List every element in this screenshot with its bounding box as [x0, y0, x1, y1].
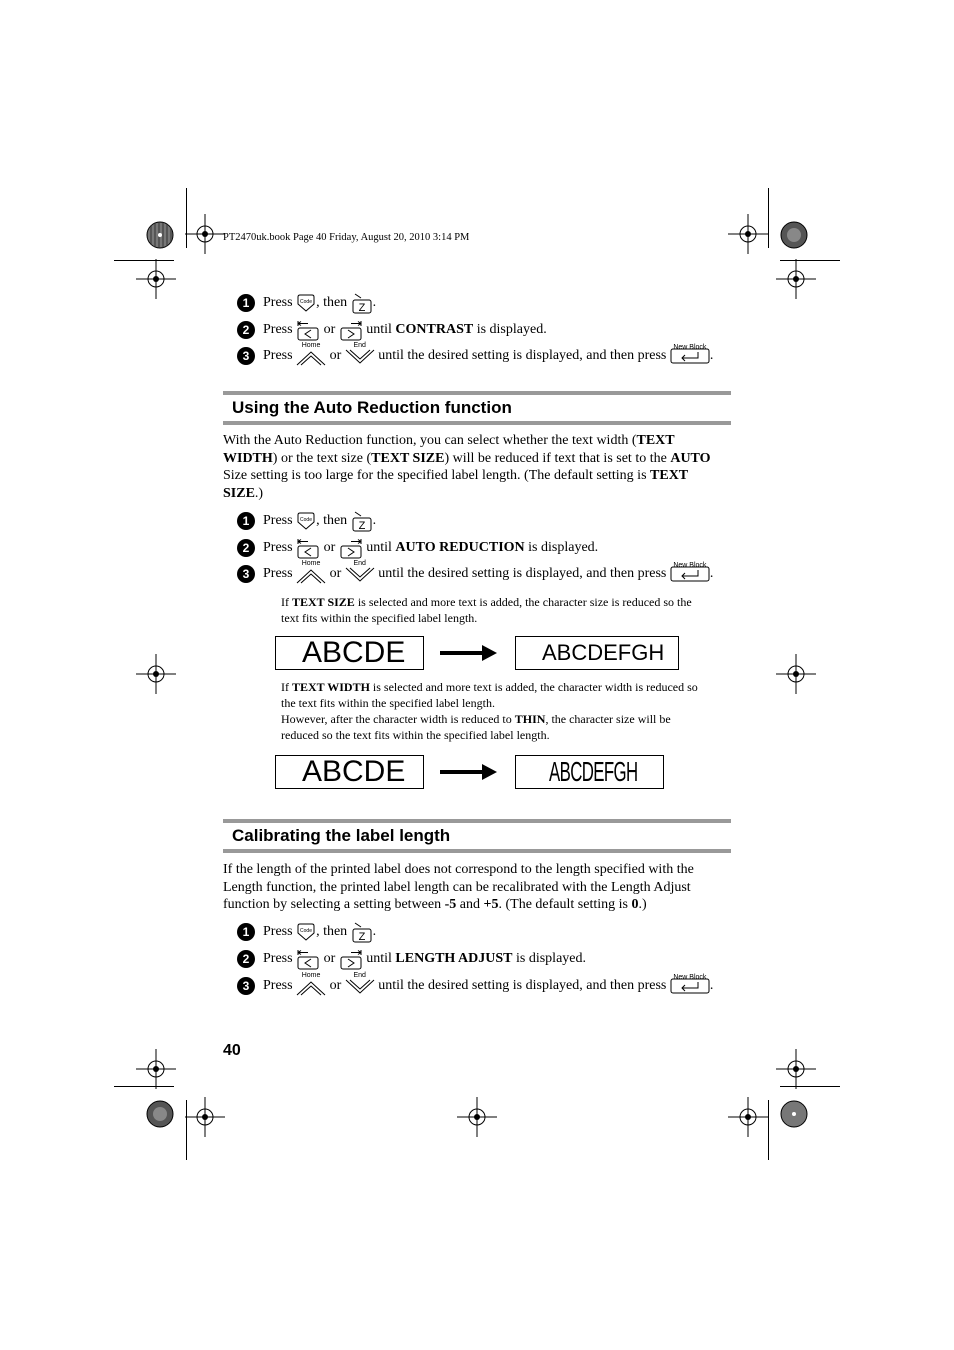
text-run: .) — [254, 485, 264, 501]
color-wheel-icon — [146, 1100, 174, 1128]
svg-text:Code: Code — [300, 928, 313, 934]
step-number: 1 — [237, 294, 255, 312]
registration-target-icon — [136, 259, 176, 299]
step-2: 2 Press or until AUTO REDUCTION is displayed. — [237, 537, 598, 559]
setting-name: CONTRAST — [395, 322, 474, 337]
step-2: 2 Press or until CONTRAST is displayed. — [237, 319, 547, 341]
registration-target-icon — [728, 214, 768, 254]
down-key-icon: End — [345, 346, 375, 366]
step-3: 3 Press Home or End until the desired setting is displayed, and then press New Block . — [237, 346, 713, 366]
down-key-icon: End — [345, 976, 375, 996]
down-key-icon: End — [345, 564, 375, 584]
z-key-icon — [351, 510, 373, 532]
text-run: Size setting is too large for the specified label length. (The default setting is — [223, 468, 651, 484]
bold-term: AUTO — [670, 450, 711, 466]
setting-name: AUTO REDUCTION — [395, 540, 525, 555]
arrow-right-icon — [440, 762, 498, 782]
new-block-enter-key-icon: New Block — [670, 566, 710, 582]
up-key-icon: Home — [296, 976, 326, 996]
registration-target-icon — [136, 654, 176, 694]
z-key-icon — [351, 921, 373, 943]
text-size-note: If TEXT SIZE is selected and more text is added, the character size is reduced so the text fits within the specified label length. — [281, 595, 692, 625]
step-1: 1 Press Code , then Z . — [237, 510, 376, 532]
code-key-icon — [296, 923, 316, 941]
step-number: 3 — [237, 347, 255, 365]
svg-text:Code: Code — [300, 517, 313, 523]
print-header-note: PT2470uk.book Page 40 Friday, August 20, 2010 3:14 PM — [223, 232, 470, 243]
step-3: 3 Press Home or End until the desired setting is displayed, and then press New Block . — [237, 564, 713, 584]
svg-text:Z: Z — [358, 931, 366, 943]
example-label-after-text-width: ABCDEFGH — [515, 755, 664, 789]
up-key-icon: Home — [296, 564, 326, 584]
bold-term: TEXT SIZE — [223, 468, 688, 501]
step-number: 2 — [237, 539, 255, 557]
svg-text:Z: Z — [358, 302, 366, 314]
section-heading-calibrating-label-length: Calibrating the label length — [223, 819, 731, 853]
new-block-enter-key-icon: New Block — [670, 348, 710, 364]
example-label-before: ABCDE — [275, 636, 424, 670]
color-wheel-icon — [780, 1100, 808, 1128]
arrow-right-icon — [440, 643, 498, 663]
step-number: 1 — [237, 923, 255, 941]
color-wheel-icon — [780, 221, 808, 249]
registration-target-icon — [185, 1097, 225, 1137]
text-run: With the Auto Reduction function, you can select whether the text width ( — [223, 433, 637, 448]
step-1: 1 Press Code , then Z . — [237, 292, 376, 314]
step-number: 1 — [237, 512, 255, 530]
code-key-icon — [296, 512, 316, 530]
step-number: 3 — [237, 565, 255, 583]
step-number: 2 — [237, 321, 255, 339]
text-width-note: If TEXT WIDTH is selected and more text is added, the character width is reduced so the text fits within the specified label length. However, after the character width is reduced to THIN, the character size will be reduced so the text fits within the specified label length. — [281, 680, 698, 742]
auto-reduction-intro — [223, 432, 731, 502]
setting-name: LENGTH ADJUST — [395, 951, 513, 966]
step-1: 1 Press Code , then Z . — [237, 921, 376, 943]
step-number: 3 — [237, 977, 255, 995]
example-label-before: ABCDE — [275, 755, 424, 789]
up-key-icon: Home — [296, 346, 326, 366]
svg-text:Z: Z — [358, 520, 366, 532]
registration-target-icon — [776, 259, 816, 299]
new-block-enter-key-icon: New Block — [670, 978, 710, 994]
step-number: 2 — [237, 950, 255, 968]
example-label-after-text-size: ABCDEFGH — [515, 636, 679, 670]
calibrating-intro: If the length of the printed label does not correspond to the length specified with the Length function, the printed label length can be recalibrated with the Length Adjust function by selecting a setting between -5 and +5. (The default setting is 0.) — [223, 862, 694, 913]
registration-target-icon — [457, 1097, 497, 1137]
section-heading-auto-reduction: Using the Auto Reduction function — [223, 391, 731, 425]
page-number: 40 — [223, 1042, 241, 1059]
svg-text:Code: Code — [300, 299, 313, 305]
step-2: 2 Press or until LENGTH ADJUST is displayed. — [237, 948, 586, 970]
step-3: 3 Press Home or End until the desired setting is displayed, and then press New Block . — [237, 976, 713, 996]
z-key-icon — [351, 292, 373, 314]
registration-target-icon — [776, 654, 816, 694]
color-wheel-icon — [146, 221, 174, 249]
code-key-icon — [296, 294, 316, 312]
text-run: ) will be reduced if text that is set to the — [444, 450, 671, 466]
registration-target-icon — [776, 1049, 816, 1089]
registration-target-icon — [136, 1049, 176, 1089]
bold-term: TEXT SIZE — [371, 450, 445, 466]
text-run: ) or the text size ( — [272, 450, 372, 466]
bold-term: TEXT WIDTH — [223, 433, 675, 466]
registration-target-icon — [185, 214, 225, 254]
registration-target-icon — [728, 1097, 768, 1137]
